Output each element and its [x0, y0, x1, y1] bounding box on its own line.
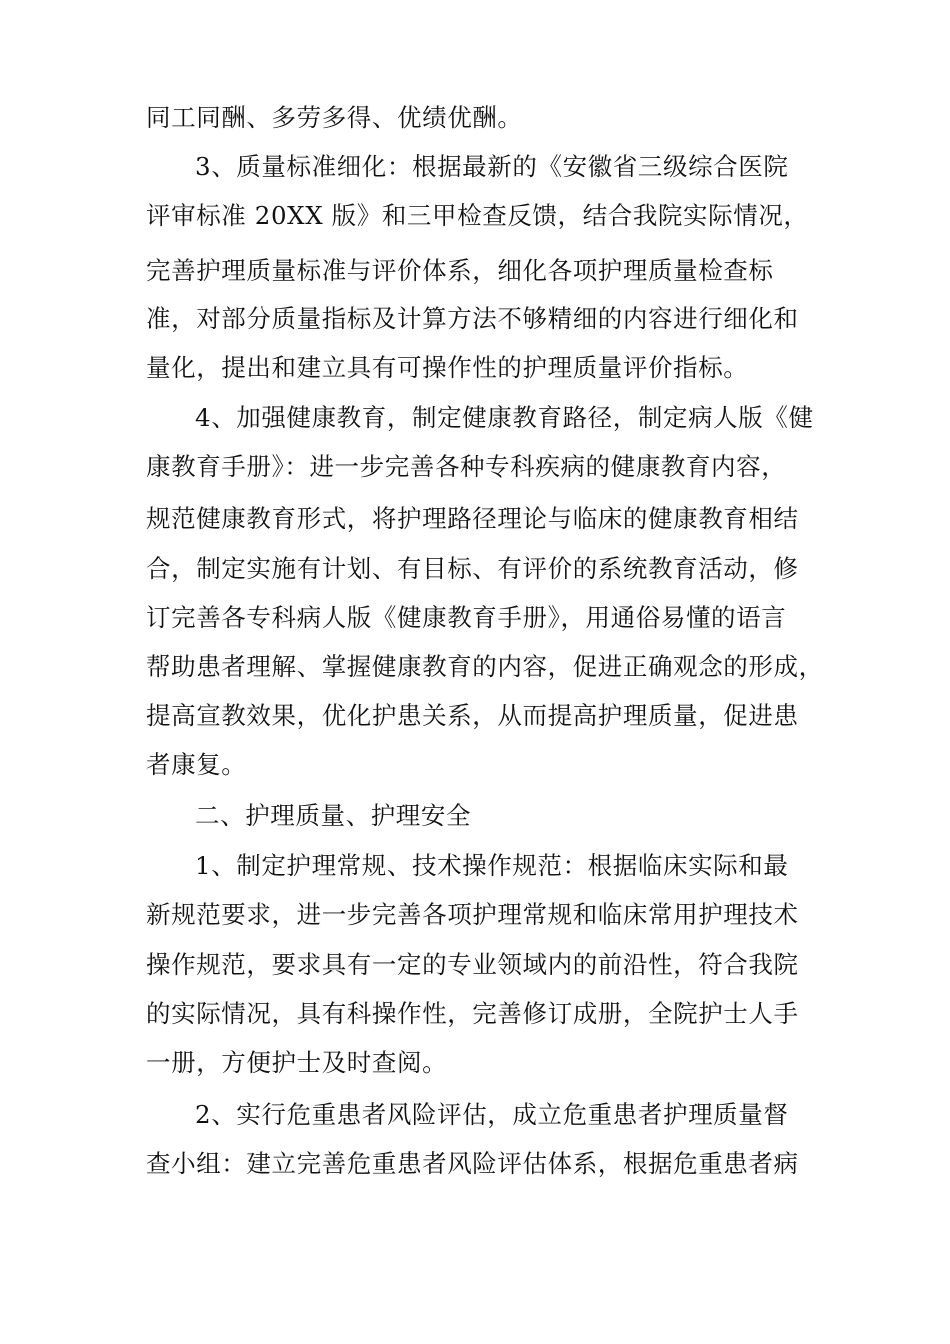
text-line: 提高宣教效果，优化护患关系，从而提高护理质量，促进患 [146, 701, 799, 730]
text-line: 新规范要求，进一步完善各项护理常规和临床常用护理技术 [146, 900, 799, 929]
text-line: 一册，方便护士及时查阅。 [146, 1048, 448, 1077]
text-line: 同工同酬、多劳多得、优绩优酬。 [146, 103, 523, 132]
text-line: 操作规范，要求具有一定的专业领域内的前沿性，符合我院 [146, 950, 799, 979]
text-line: 规范健康教育形式，将护理路径理论与临床的健康教育相结 [146, 504, 799, 533]
paragraph-4-heading: 4、加强健康教育，制定健康教育路径，制定病人版《健 [195, 403, 814, 432]
text-line: 订完善各专科病人版《健康教育手册》，用通俗易懂的语言 [146, 603, 787, 632]
text-line: 查小组：建立完善危重患者风险评估体系，根据危重患者病 [146, 1149, 799, 1178]
paragraph-2-heading: 2、实行危重患者风险评估，成立危重患者护理质量督 [195, 1100, 789, 1129]
text-line: 康教育手册》：进一步完善各种专科疾病的健康教育内容， [146, 452, 787, 481]
text-line: 的实际情况，具有科操作性，完善修订成册，全院护士人手 [146, 999, 799, 1028]
text-line: 评审标准 20XX 版》和三甲检查反馈，结合我院实际情况， [146, 201, 809, 230]
text-line: 合，制定实施有计划、有目标、有评价的系统教育活动，修 [146, 554, 799, 583]
paragraph-1-heading: 1、制定护理常规、技术操作规范：根据临床实际和最 [195, 851, 789, 880]
text-line: 准，对部分质量指标及计算方法不够精细的内容进行细化和 [146, 304, 799, 333]
section-heading: 二、护理质量、护理安全 [195, 801, 472, 830]
paragraph-3-heading: 3、质量标准细化：根据最新的《安徽省三级综合医院 [195, 152, 789, 181]
text-line: 帮助患者理解、掌握健康教育的内容，促进正确观念的形成， [146, 652, 824, 681]
text-line: 量化，提出和建立具有可操作性的护理质量评价指标。 [146, 353, 749, 382]
text-line: 者康复。 [146, 750, 247, 779]
text-line: 完善护理质量标准与评价体系，细化各项护理质量检查标 [146, 256, 774, 285]
